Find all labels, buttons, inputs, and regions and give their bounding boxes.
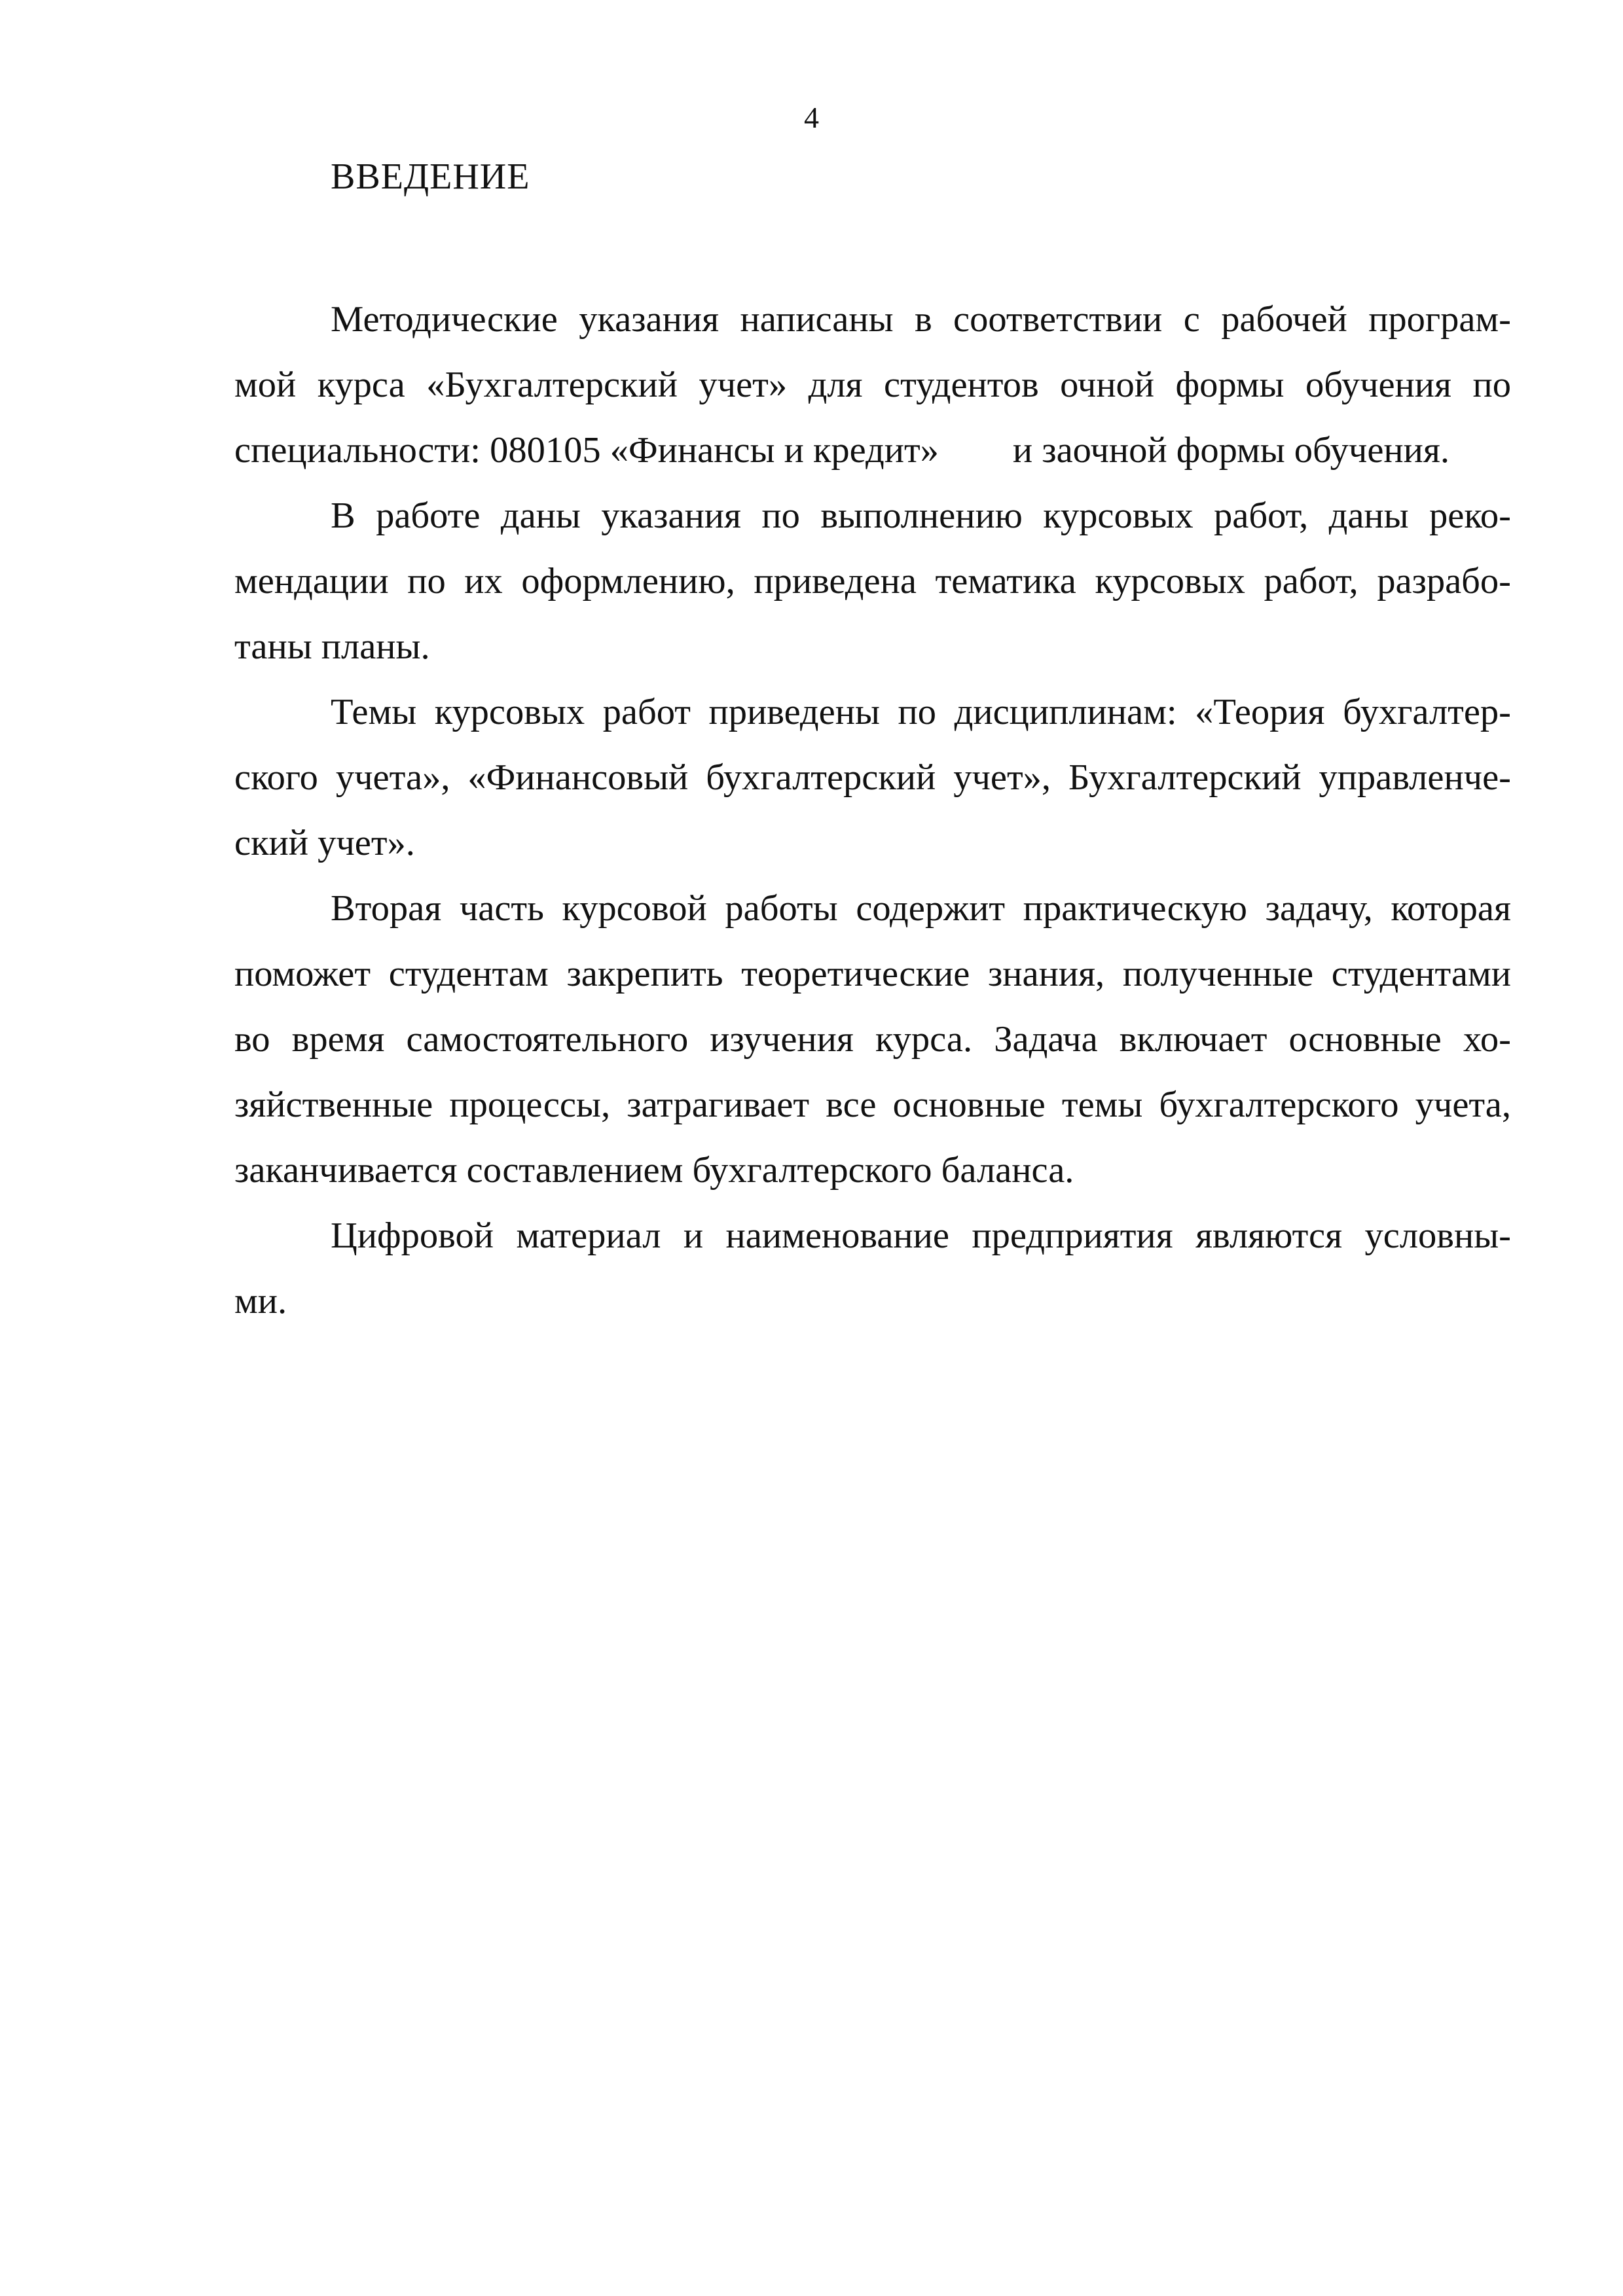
paragraph-4-line-2: поможет студентам закрепить теоретические знания, полученные студентами	[234, 954, 1511, 994]
paragraph-2-line-2: мендации по их оформлению, приведена тематика курсовых работ, разрабо-	[234, 561, 1511, 601]
paragraph-3-line-1: Темы курсовых работ приведены по дисциплинам: «Теория бухгалтер-	[331, 692, 1511, 732]
paragraph-1-line-3: специальности: 080105 «Финансы и кредит» и заочной формы обучения.	[234, 430, 1450, 471]
paragraph-3-line-3: ский учет».	[234, 823, 415, 863]
paragraph-2-line-3: таны планы.	[234, 626, 430, 667]
paragraph-4-line-1: Вторая часть курсовой работы содержит практическую задачу, которая	[331, 888, 1511, 929]
paragraph-4-line-4: зяйственные процессы, затрагивает все основные темы бухгалтерского учета,	[234, 1085, 1511, 1125]
paragraph-1-line-1: Методические указания написаны в соответствии с рабочей програм-	[331, 299, 1511, 340]
paragraph-2-line-1: В работе даны указания по выполнению курсовых работ, даны реко-	[331, 495, 1511, 536]
paragraph-5-line-2: ми.	[234, 1281, 287, 1321]
paragraph-4-line-3: во время самостоятельного изучения курса. Задача включает основные хо-	[234, 1019, 1511, 1060]
paragraph-3-line-2: ского учета», «Финансовый бухгалтерский учет», Бухгалтерский управленче-	[234, 757, 1511, 798]
page-number: 4	[804, 101, 819, 134]
paragraph-4-line-5: заканчивается составлением бухгалтерского баланса.	[234, 1150, 1074, 1191]
paragraph-5-line-1: Цифровой материал и наименование предприятия являются условны-	[331, 1215, 1511, 1256]
paragraph-1-line-2: мой курса «Бухгалтерский учет» для студентов очной формы обучения по	[234, 365, 1511, 405]
section-heading: ВВЕДЕНИЕ	[331, 156, 530, 197]
body-text	[234, 287, 1511, 1334]
